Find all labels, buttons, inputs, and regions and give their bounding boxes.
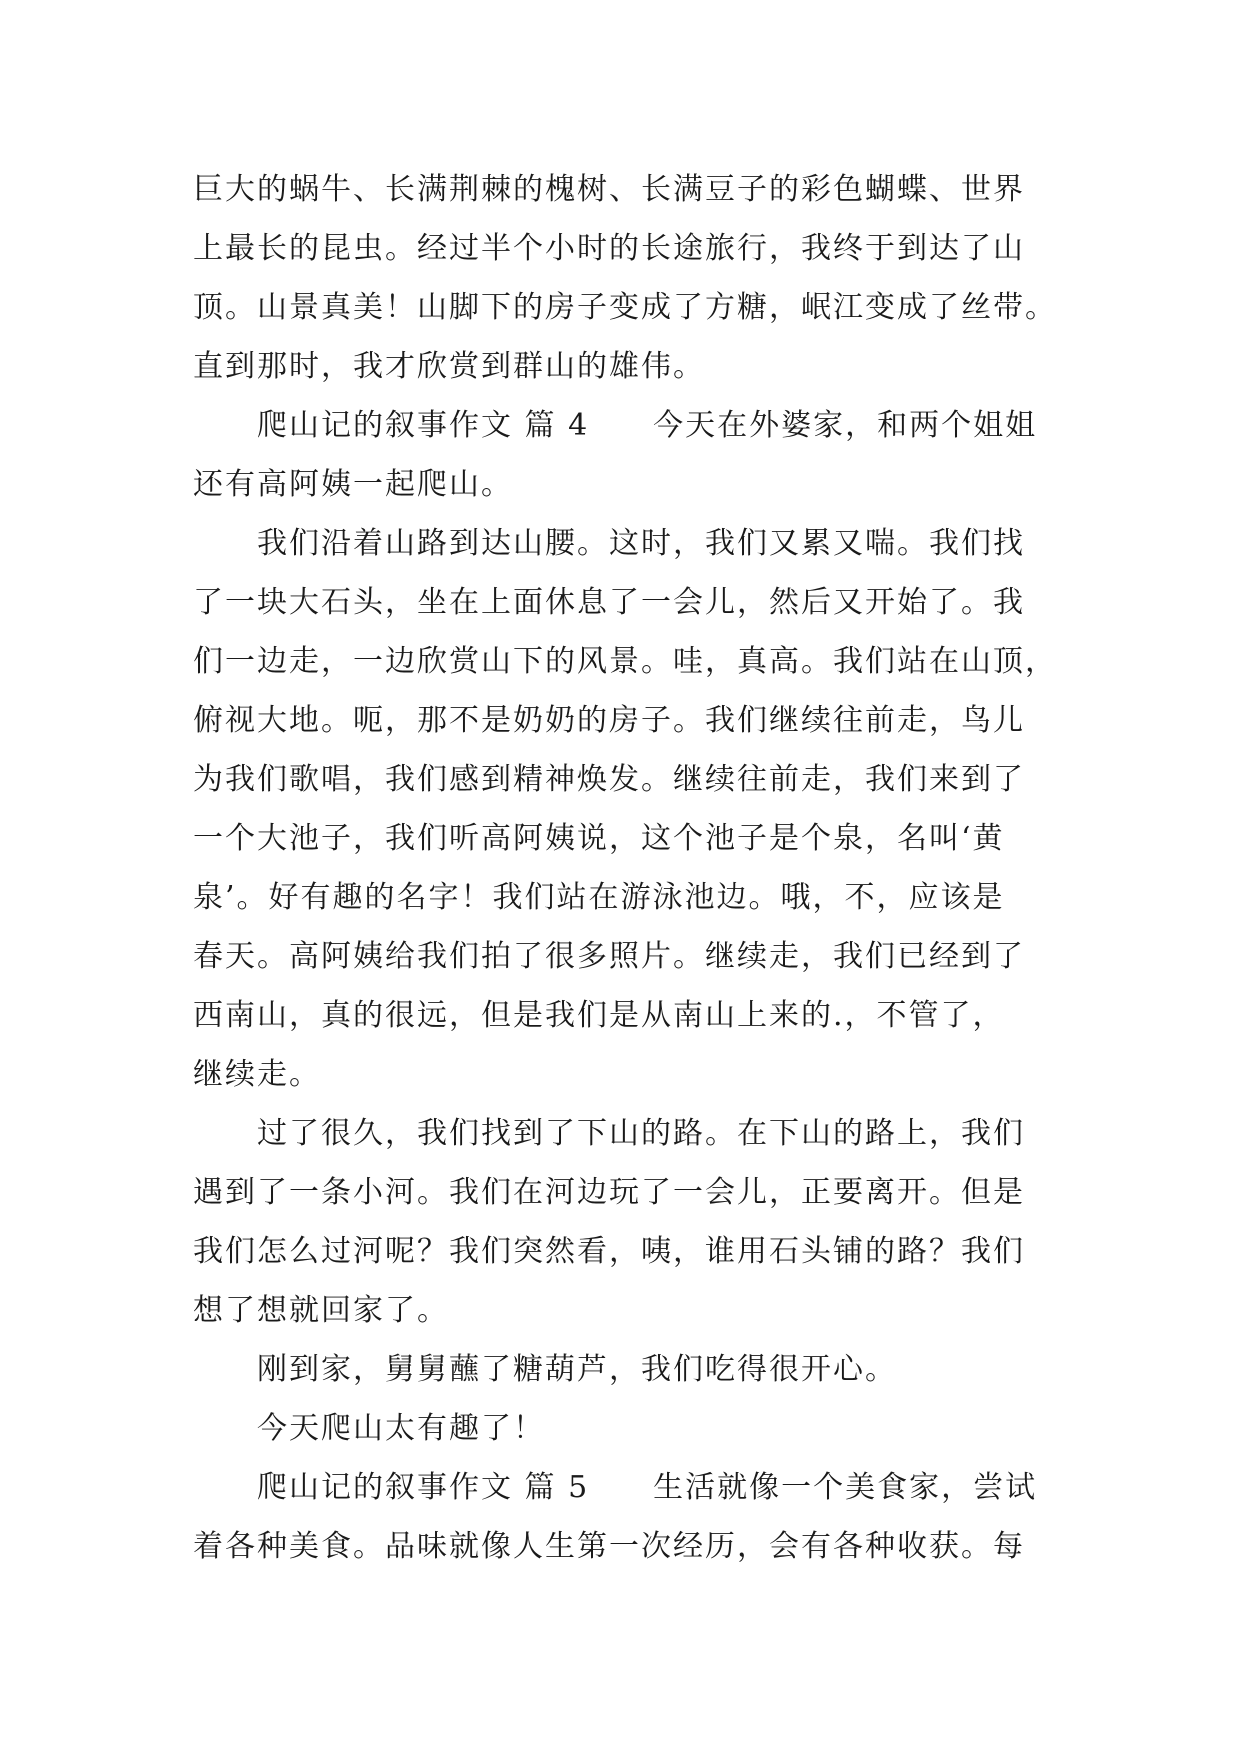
text-line: 为我们歌唱，我们感到精神焕发。继续往前走，我们来到了: [193, 762, 1025, 797]
section-heading: 爬山记的叙事作文 篇 5: [257, 1470, 590, 1505]
text-line: 着各种美食。品味就像人生第一次经历，会有各种收获。每: [193, 1529, 1025, 1564]
section-heading-line: [193, 396, 1053, 455]
text-line: 今天爬山太有趣了！: [257, 1411, 545, 1446]
text-line: 泉’。好有趣的名字！我们站在游泳池边。哦，不，应该是: [193, 880, 1005, 915]
text-line: 想了想就回家了。: [193, 1293, 449, 1328]
text-line: 遇到了一条小河。我们在河边玩了一会儿，正要离开。但是: [193, 1175, 1025, 1210]
text-line: 上最长的昆虫。经过半个小时的长途旅行，我终于到达了山: [193, 231, 1025, 266]
text-line: 直到那时，我才欣赏到群山的雄伟。: [193, 349, 705, 384]
section-heading-line: [193, 1458, 1053, 1517]
text-line: 了一块大石头，坐在上面休息了一会儿，然后又开始了。我: [193, 585, 1025, 620]
text-line: 我们怎么过河呢？我们突然看，咦，谁用石头铺的路？我们: [193, 1234, 1025, 1269]
text-line: 刚到家，舅舅蘸了糖葫芦，我们吃得很开心。: [257, 1352, 897, 1387]
text-line: 春天。高阿姨给我们拍了很多照片。继续走，我们已经到了: [193, 939, 1025, 974]
section-heading: 爬山记的叙事作文 篇 4: [257, 408, 590, 443]
document-body: [193, 160, 1057, 1576]
text-line: 我们沿着山路到达山腰。这时，我们又累又喘。我们找: [257, 526, 1025, 561]
text-line: 巨大的蜗牛、长满荆棘的槐树、长满豆子的彩色蝴蝶、世界: [193, 172, 1025, 207]
text-line: 顶。山景真美！山脚下的房子变成了方糖，岷江变成了丝带。: [193, 290, 1057, 325]
text-line: 一个大池子，我们听高阿姨说，这个池子是个泉，名叫‘黄: [193, 821, 1005, 856]
text-line: 俯视大地。呃，那不是奶奶的房子。我们继续往前走，鸟儿: [193, 703, 1025, 738]
text-line: 西南山，真的很远，但是我们是从南山上来的.，不管了，: [193, 998, 1005, 1033]
text-line: 过了很久，我们找到了下山的路。在下山的路上，我们: [257, 1116, 1025, 1151]
text-line: 们一边走，一边欣赏山下的风景。哇，真高。我们站在山顶，: [193, 644, 1057, 679]
text-line: 还有高阿姨一起爬山。: [193, 467, 513, 502]
section-first-text: 生活就像一个美食家，尝试: [653, 1470, 1038, 1505]
section-first-text: 今天在外婆家，和两个姐姐: [653, 408, 1038, 443]
text-line: 继续走。: [193, 1057, 321, 1092]
